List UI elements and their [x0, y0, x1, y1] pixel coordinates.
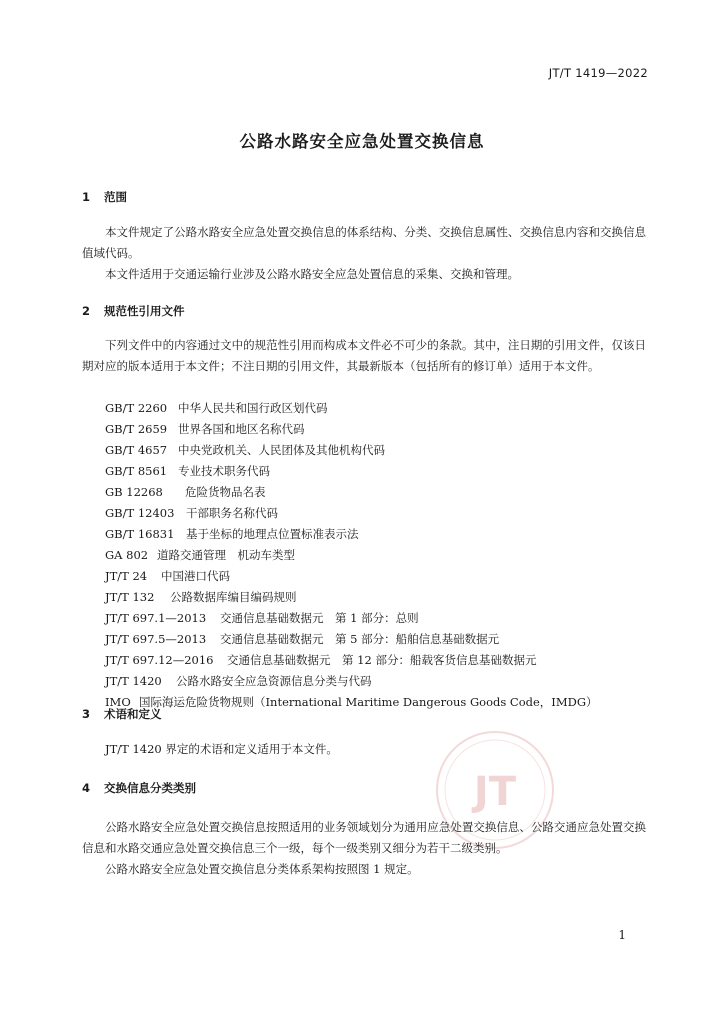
section-number: 1 — [82, 190, 91, 204]
scope-paragraph-2: 本文件适用于交通运输行业涉及公路水路安全应急处置信息的采集、交换和管理。 — [105, 267, 519, 281]
classification-paragraph-1: 公路水路安全应急处置交换信息按照适用的业务领域划分为通用应急处置交换信息、公路交通应急处置交换信息和水路交通应急处置交换信息三个一级，每个一级类别又细分为若干二级类别。 — [82, 820, 646, 855]
reference-item: GB/T 4657 中央党政机关、人民团体及其他机构代码 — [105, 443, 385, 457]
reference-item: JT/T 697.12—2016 交通信息基础数据元 第 12 部分：船载客货信息基础数据元 — [105, 653, 537, 667]
page-number: 1 — [618, 928, 626, 942]
reference-item: GB/T 2260 中华人民共和国行政区划代码 — [105, 401, 328, 415]
reference-item: GB 12268 危险货物品名表 — [105, 485, 266, 499]
section-title: 交换信息分类类别 — [104, 781, 196, 795]
reference-item: IMO 国际海运危险货物规则（International Maritime Dangerous Goods Code，IMDG） — [105, 695, 598, 709]
reference-item: GB/T 8561 专业技术职务代码 — [105, 464, 270, 478]
section-number: 4 — [82, 781, 91, 795]
normative-references-intro: 下列文件中的内容通过文中的规范性引用而构成本文件必不可少的条款。其中，注日期的引用文件，仅该日期对应的版本适用于本文件；不注日期的引用文件，其最新版本（包括所有的修订单）适用于本文件。 — [82, 338, 646, 373]
section-number: 2 — [82, 304, 91, 318]
watermark-text: JT — [473, 769, 517, 815]
section-title: 范围 — [104, 190, 127, 204]
reference-item: GB/T 12403 干部职务名称代码 — [105, 506, 278, 520]
reference-item: JT/T 24 中国港口代码 — [105, 569, 230, 583]
reference-item: GB/T 16831 基于坐标的地理点位置标准表示法 — [105, 527, 359, 541]
document-title: 公路水路安全应急处置交换信息 — [239, 132, 485, 151]
section-3-heading — [82, 706, 162, 722]
reference-item: JT/T 132 公路数据库编目编码规则 — [105, 590, 297, 604]
section-title: 规范性引用文件 — [104, 304, 185, 318]
reference-item: JT/T 697.5—2013 交通信息基础数据元 第 5 部分：船舶信息基础数据元 — [105, 632, 500, 646]
section-1-heading — [82, 189, 127, 205]
reference-list — [105, 398, 598, 713]
scope-paragraph-1: 本文件规定了公路水路安全应急处置交换信息的体系结构、分类、交换信息属性、交换信息内容和交换信息值域代码。 — [82, 225, 646, 260]
reference-item: JT/T 697.1—2013 交通信息基础数据元 第 1 部分：总则 — [105, 611, 419, 625]
section-2-heading — [82, 303, 185, 319]
standard-code-header: JT/T 1419—2022 — [548, 66, 648, 80]
section-number: 3 — [82, 707, 91, 721]
classification-paragraph-2: 公路水路安全应急处置交换信息分类体系架构按照图 1 规定。 — [105, 862, 419, 876]
reference-item: GA 802 道路交通管理 机动车类型 — [105, 548, 295, 562]
reference-item: JT/T 1420 公路水路安全应急资源信息分类与代码 — [105, 674, 372, 688]
terms-paragraph: JT/T 1420 界定的术语和定义适用于本文件。 — [105, 742, 338, 756]
reference-item: GB/T 2659 世界各国和地区名称代码 — [105, 422, 305, 436]
section-title: 术语和定义 — [104, 707, 162, 721]
section-4-heading — [82, 780, 196, 796]
